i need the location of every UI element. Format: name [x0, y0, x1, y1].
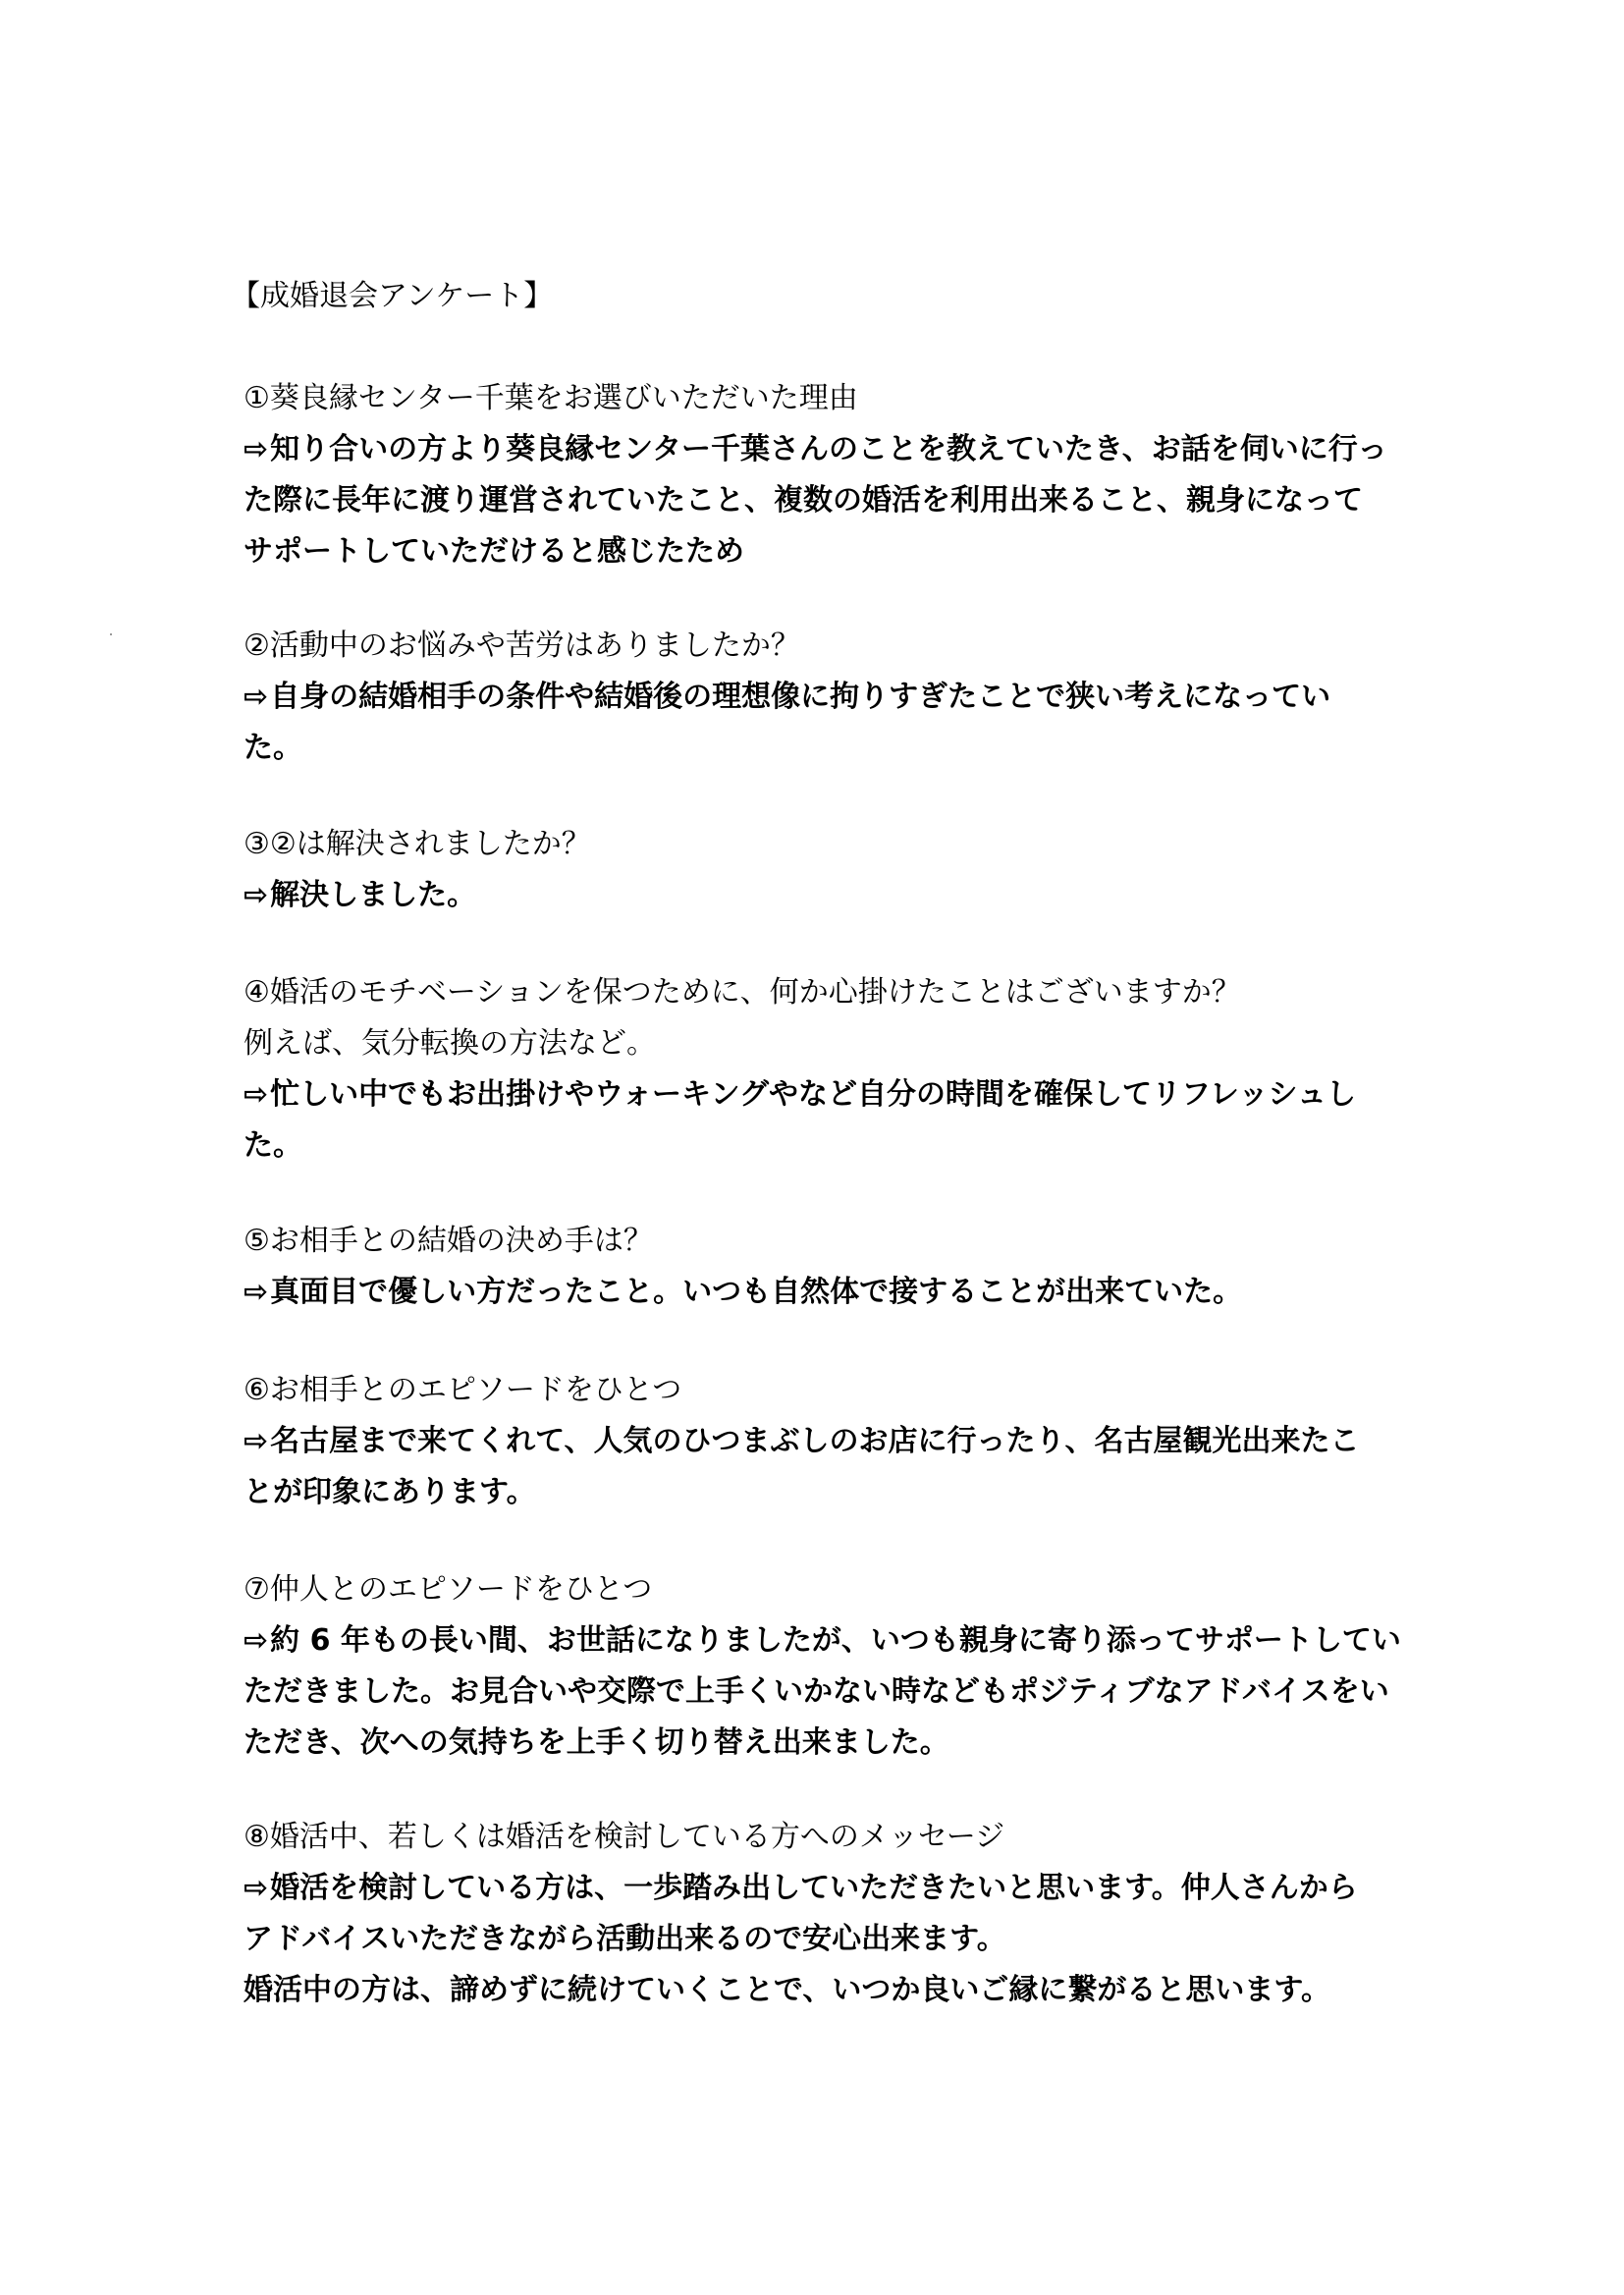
arrow-icon: ⇨	[244, 1077, 269, 1112]
question-2: ②活動中のお悩みや苦労はありましたか？	[244, 628, 800, 663]
survey-item-6	[244, 1365, 1402, 1518]
answer-4-line-2: た。	[244, 1128, 302, 1163]
question-7: ⑦仲人とのエピソードをひとつ	[244, 1572, 653, 1607]
answer-1-line-1: ⇨知り合いの方より葵良縁センター千葉さんのことを教えていたき、お話を伺いに行っ	[244, 424, 1402, 475]
answer-6-line-2: とが印象にあります。	[244, 1475, 536, 1509]
arrow-icon: ⇨	[244, 1275, 269, 1309]
answer-6-line-1: ⇨名古屋まで来てくれて、人気のひつまぶしのお店に行ったり、名古屋観光出来たこ	[244, 1416, 1402, 1467]
arrow-icon: ⇨	[244, 1424, 269, 1458]
arrow-icon: ⇨	[244, 432, 269, 466]
answer-7-line-2: ただきました。お見合いや交際で上手くいかない時などもポジティブなアドバイスをい	[244, 1674, 1389, 1709]
answer-3-line-1: ⇨解決しました。	[244, 870, 1402, 921]
arrow-icon: ⇨	[244, 878, 269, 912]
answer-7-line-1: ⇨約 6 年もの長い間、お世話になりましたが、いつも親身に寄り添ってサポートしてい	[244, 1615, 1402, 1667]
answer-1-line-2: た際に長年に渡り運営されていたこと、複数の婚活を利用出来ること、親身になって	[244, 483, 1363, 518]
question-8: ⑧婚活中、若しくは婚活を検討している方へのメッセージ	[244, 1820, 1005, 1854]
answer-2-line-2: た。	[244, 731, 302, 765]
survey-item-4	[244, 967, 1402, 1172]
answer-8-line-3: 婚活中の方は、諦めずに続けていくことで、いつか良いご縁に繋がると思います。	[244, 1973, 1330, 2007]
answer-5-line-1: ⇨真面目で優しい方だったこと。いつも自然体で接することが出来ていた。	[244, 1267, 1402, 1318]
question-4-sub: 例えば、気分転換の方法など。	[244, 1026, 656, 1061]
survey-item-7	[244, 1564, 1402, 1769]
arrow-icon: ⇨	[244, 1871, 269, 1905]
survey-item-1	[244, 373, 1402, 577]
answer-7-line-3: ただき、次への気持ちを上手く切り替え出来ました。	[244, 1725, 949, 1760]
answer-4-line-1: ⇨忙しい中でもお出掛けやウォーキングやなど自分の時間を確保してリフレッシュし	[244, 1069, 1402, 1120]
answer-8-line-2: アドバイスいただきながら活動出来るので安心出来ます。	[244, 1922, 1006, 1956]
question-5: ⑤お相手との結婚の決め手は？	[244, 1224, 653, 1258]
arrow-icon: ⇨	[244, 1623, 269, 1658]
page-title: 【成婚退会アンケート】	[231, 279, 554, 313]
answer-1-line-3: サポートしていただけると感じたため	[244, 534, 744, 569]
question-4: ④婚活のモチベーションを保つために、何か心掛けたことはございますか？	[244, 975, 1241, 1010]
survey-item-2	[244, 621, 1402, 774]
survey-item-3	[244, 819, 1402, 921]
question-1: ①葵良縁センター千葉をお選びいただいた理由	[244, 381, 858, 415]
survey-item-8	[244, 1812, 1402, 2016]
question-3: ③②は解決されましたか？	[244, 827, 591, 861]
answer-8-line-1: ⇨婚活を検討している方は、一歩踏み出していただきたいと思います。仲人さんから	[244, 1863, 1402, 1914]
survey-item-5	[244, 1216, 1402, 1318]
answer-2-line-1: ⇨自身の結婚相手の条件や結婚後の理想像に拘りすぎたことで狭い考えになってい	[244, 672, 1402, 723]
arrow-icon: ⇨	[244, 680, 269, 714]
question-6: ⑥お相手とのエピソードをひとつ	[244, 1373, 682, 1407]
scan-speck	[110, 633, 112, 635]
